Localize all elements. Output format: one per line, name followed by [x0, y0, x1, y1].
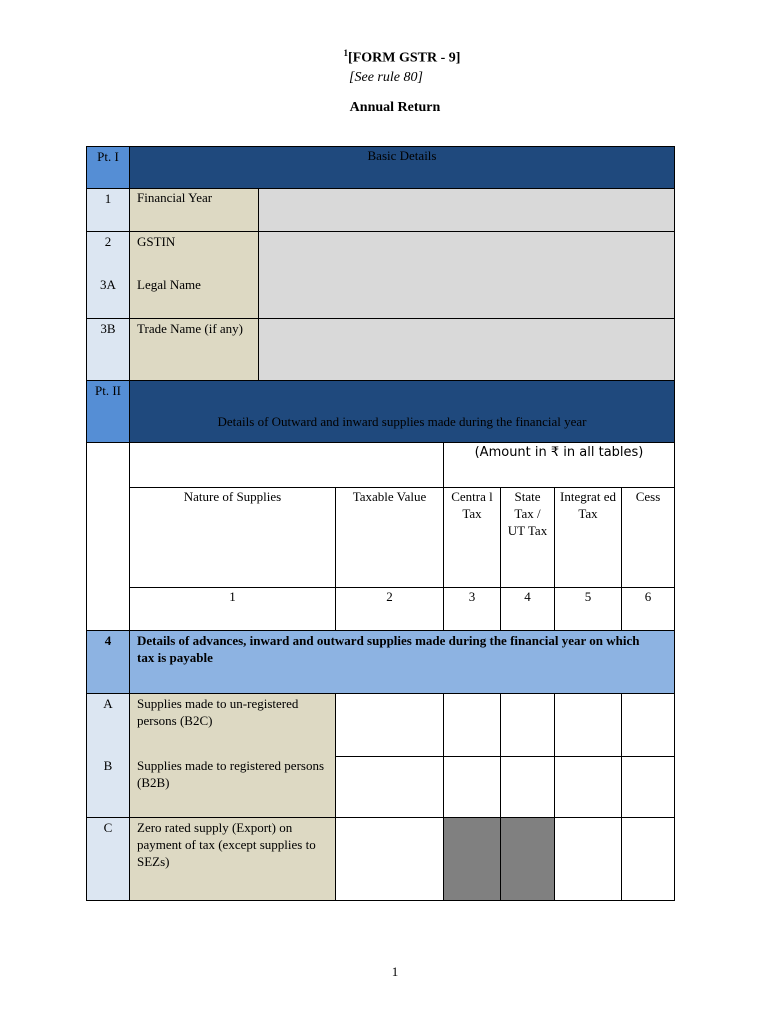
- label-legal-name: Legal Name: [137, 277, 201, 292]
- col-number: 2: [386, 589, 393, 604]
- col-number-cell: [443, 587, 501, 631]
- col-header-state-text: State Tax / UT Tax: [507, 489, 548, 538]
- col-header-nature-text: Nature of Supplies: [183, 489, 282, 504]
- trade-name-field[interactable]: [258, 318, 675, 381]
- col-header-central: [443, 487, 501, 588]
- b2b-state-tax-field[interactable]: [500, 756, 555, 818]
- row-number: 3B: [100, 321, 116, 336]
- section4-title-cell: [129, 630, 675, 694]
- label-cell-trade-name: [129, 318, 259, 381]
- col-number: 6: [644, 589, 652, 604]
- export-cess-field[interactable]: [621, 817, 675, 901]
- row-label-b2b: Supplies made to registered persons (B2B): [137, 758, 325, 790]
- col-number-cell: [129, 587, 336, 631]
- label-gstin: GSTIN: [137, 234, 176, 249]
- part1-title: Basic Details: [367, 148, 437, 163]
- b2c-state-tax-field[interactable]: [500, 693, 555, 757]
- part1-label: Pt. I: [97, 149, 119, 164]
- label-cell-financial-year: [129, 188, 259, 232]
- row-letter-b: B: [103, 758, 113, 773]
- b2b-taxable-value-field[interactable]: [335, 756, 444, 818]
- col-number-cell: [500, 587, 555, 631]
- col-number: 1: [229, 589, 236, 604]
- form-title-text: [FORM GSTR - 9]: [348, 50, 461, 66]
- col-number-cell: [621, 587, 675, 631]
- part1-title-cell: [129, 146, 675, 189]
- row-letter-a: A: [103, 696, 113, 711]
- b2b-central-tax-field[interactable]: [443, 756, 501, 818]
- part1-label-cell: [86, 146, 130, 189]
- b2c-integrated-tax-field[interactable]: [554, 693, 622, 757]
- footnote-marker: 1: [343, 48, 349, 58]
- row-label-cell-ab: [129, 693, 336, 818]
- page-number: 1: [391, 964, 399, 979]
- part2-label: Pt. II: [95, 383, 121, 398]
- part2-title-cell: [129, 380, 675, 443]
- return-title: Annual Return: [349, 100, 441, 115]
- section4-letter-cell: [86, 817, 130, 901]
- row-number: 1: [104, 191, 112, 206]
- part2-label-cell: [86, 380, 130, 443]
- col-header-taxable-text: Taxable Value: [352, 489, 427, 504]
- export-taxable-value-field[interactable]: [335, 817, 444, 901]
- row-number: 3A: [100, 277, 116, 292]
- label-cell-gstin-legal: [129, 231, 259, 319]
- gstin-legal-name-field[interactable]: [258, 231, 675, 319]
- part1-num-cell: [86, 188, 130, 232]
- col-header-state: [500, 487, 555, 588]
- amount-row-blank: [129, 442, 444, 488]
- export-state-tax-disabled: [500, 817, 555, 901]
- rule-reference: [See rule 80]: [349, 70, 423, 85]
- b2c-cess-field[interactable]: [621, 693, 675, 757]
- amount-note: (Amount in ₹ in all tables): [474, 445, 644, 460]
- col-number-cell: [554, 587, 622, 631]
- b2b-integrated-tax-field[interactable]: [554, 756, 622, 818]
- row-label-cell-c: [129, 817, 336, 901]
- col-header-integrated-text: Integrat ed Tax: [560, 489, 616, 521]
- col-number: 3: [468, 589, 476, 604]
- export-integrated-tax-field[interactable]: [554, 817, 622, 901]
- section4-num-cell: [86, 630, 130, 694]
- part2-title: Details of Outward and inward supplies made during the financial year: [217, 414, 587, 429]
- col-header-cess: [621, 487, 675, 588]
- label-trade-name: Trade Name (if any): [137, 321, 244, 336]
- col-header-nature: [129, 487, 336, 588]
- amount-note-cell: [443, 442, 675, 488]
- financial-year-field[interactable]: [258, 188, 675, 232]
- col-number: 5: [584, 589, 592, 604]
- col-header-central-text: Centra l Tax: [451, 489, 493, 521]
- col-number-cell: [335, 587, 444, 631]
- b2c-central-tax-field[interactable]: [443, 693, 501, 757]
- section4-num: 4: [104, 633, 112, 648]
- part2-left-blank: [86, 442, 130, 631]
- section4-title: Details of advances, inward and outward supplies made during the financial year on which tax is payable: [137, 633, 640, 665]
- b2b-cess-field[interactable]: [621, 756, 675, 818]
- b2c-taxable-value-field[interactable]: [335, 693, 444, 757]
- col-header-integrated: [554, 487, 622, 588]
- part1-num-cell: [86, 318, 130, 381]
- export-central-tax-disabled: [443, 817, 501, 901]
- section4-letter-cell: [86, 693, 130, 818]
- row-label-b2c: Supplies made to un-registered persons (B2C): [137, 696, 299, 728]
- form-title: [18, 48, 768, 67]
- row-letter-c: C: [103, 820, 113, 835]
- col-number: 4: [524, 589, 531, 604]
- col-header-cess-text: Cess: [635, 489, 661, 504]
- part1-num-cell: [86, 231, 130, 319]
- label-financial-year: Financial Year: [137, 190, 213, 205]
- col-header-taxable: [335, 487, 444, 588]
- row-number: 2: [104, 234, 112, 249]
- row-label-export: Zero rated supply (Export) on payment of tax (except supplies to SEZs): [137, 820, 316, 869]
